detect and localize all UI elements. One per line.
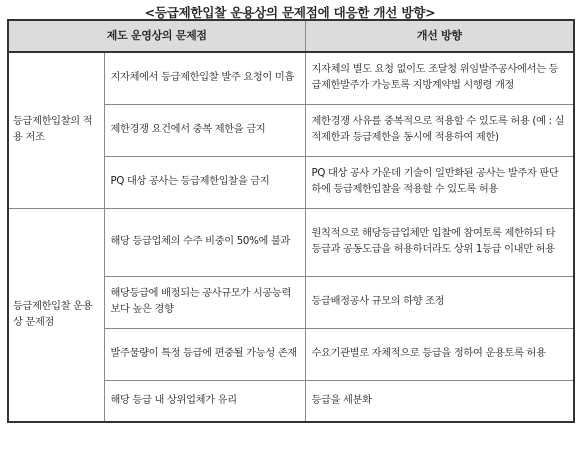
problem-cell: PQ 대상 공사는 등급제한입찰을 금지	[104, 156, 305, 208]
problem-cell: 해당 등급업체의 수주 비중이 50%에 불과	[104, 208, 305, 276]
table-row	[8, 52, 574, 104]
improvement-cell: 등급을 세분화	[305, 380, 574, 422]
problem-cell: 해당등급에 배정되는 공사규모가 시공능력보다 높은 경향	[104, 276, 305, 328]
problem-cell: 해당 등급 내 상위업체가 유리	[104, 380, 305, 422]
table-row	[8, 208, 574, 276]
header-improvement: 개선 방향	[305, 20, 574, 52]
improvement-table	[7, 19, 575, 423]
improvement-cell: 원칙적으로 해당등급업체만 입찰에 참여토록 제한하되 타 등급과 공동도급을 허용하더라도 상위 1등급 이내만 허용	[305, 208, 574, 276]
table-title: <등급제한입찰 운용상의 문제점에 대응한 개선 방향>	[144, 5, 436, 20]
problem-cell: 지자체에서 등급제한입찰 발주 요청이 미흡	[104, 52, 305, 104]
header-row	[8, 20, 574, 52]
improvement-cell: 지자체의 별도 요청 없이도 조달청 위임발주공사에서는 등급제한발주가 가능토록 지방계약법 시행령 개정	[305, 52, 574, 104]
improvement-cell: 제한경쟁 사유를 중복적으로 적용할 수 있도록 허용 (예 : 실적제한과 등급제한을 동시에 적용하여 제한)	[305, 104, 574, 156]
problem-cell: 제한경쟁 요건에서 중복 제한을 금지	[104, 104, 305, 156]
improvement-cell: PQ 대상 공사 가운데 기술이 일반화된 공사는 발주자 판단하에 등급제한입찰을 적용할 수 있도록 허용	[305, 156, 574, 208]
category-cell: 등급제한입찰 운용상 문제점	[8, 208, 104, 422]
header-problem: 제도 운영상의 문제점	[8, 20, 305, 52]
improvement-cell: 등급배정공사 규모의 하향 조정	[305, 276, 574, 328]
problem-cell: 발주물량이 특정 등급에 편중될 가능성 존재	[104, 328, 305, 380]
improvement-cell: 수요기관별로 자체적으로 등급을 정하여 운용토록 허용	[305, 328, 574, 380]
category-cell: 등급제한입찰의 적용 저조	[8, 52, 104, 208]
